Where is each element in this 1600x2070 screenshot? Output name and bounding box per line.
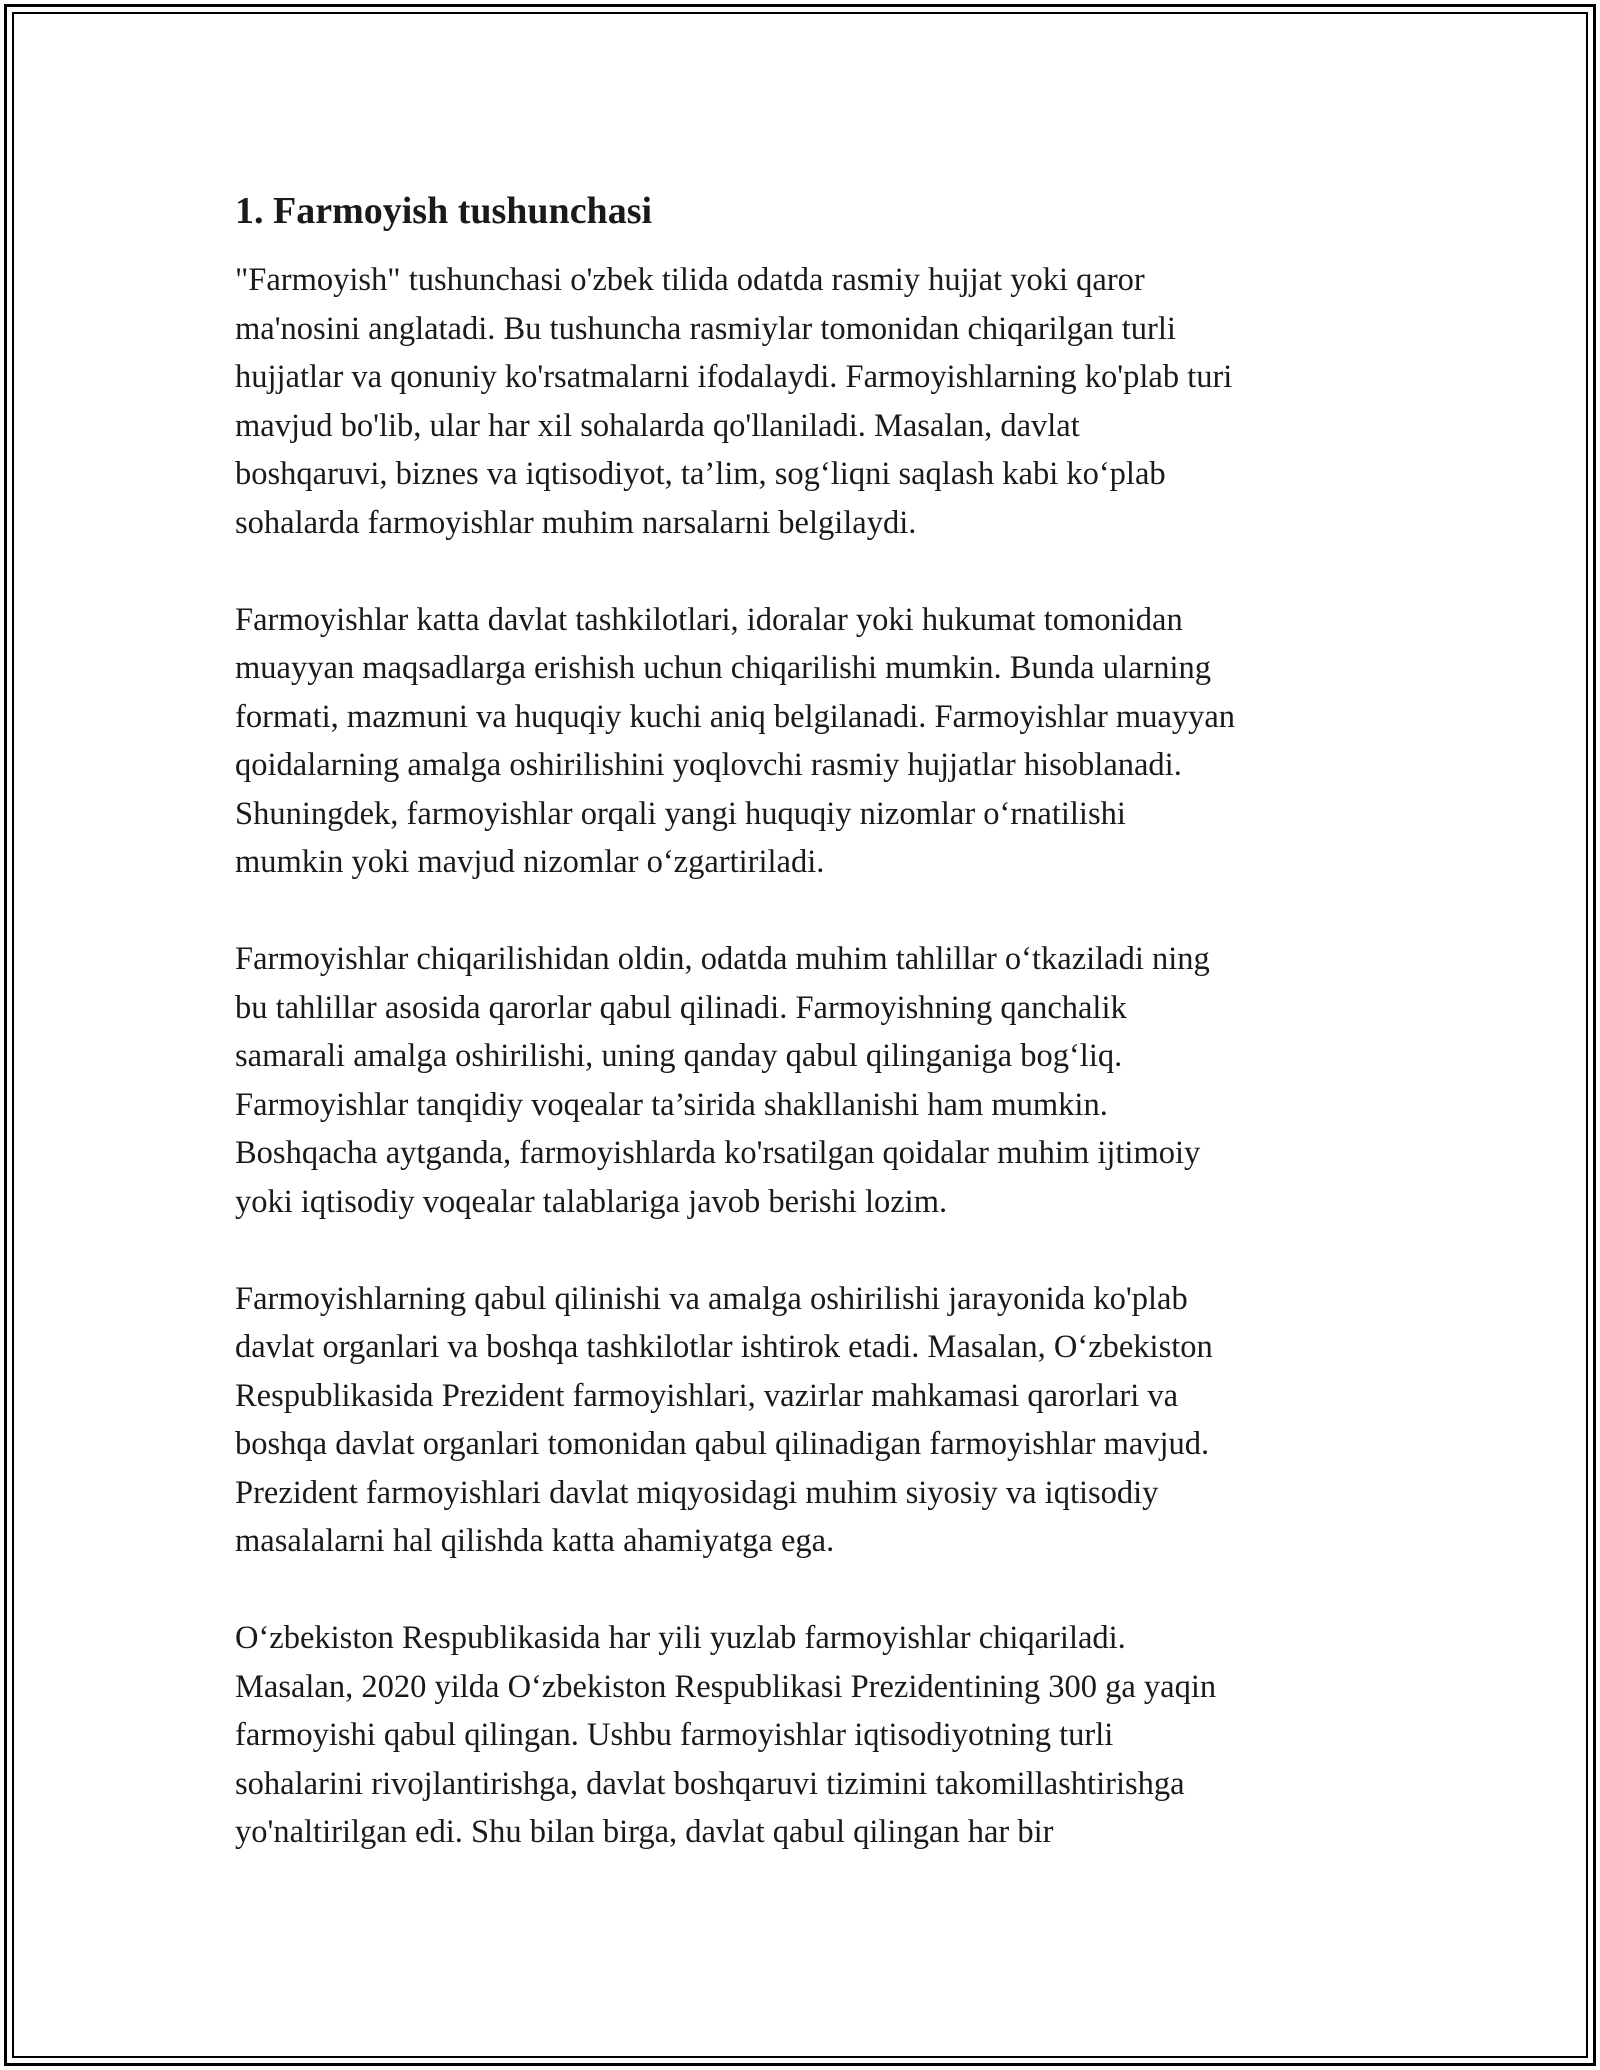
paragraph-4 xyxy=(235,1275,1370,1566)
text-line: mumkin yoki mavjud nizomlar o‘zgartiriladi. xyxy=(235,844,825,880)
document-body xyxy=(235,186,1370,1905)
text-line: farmoyishi qabul qilingan. Ushbu farmoyishlar iqtisodiyotning turli xyxy=(235,1717,1114,1753)
text-line: muayyan maqsadlarga erishish uchun chiqarilishi mumkin. Bunda ularning xyxy=(235,650,1212,686)
text-line: qoidalarning amalga oshirilishini yoqlovchi rasmiy hujjatlar hisoblanadi. xyxy=(235,747,1182,783)
text-line: sohalarini rivojlantirishga, davlat boshqaruvi tizimini takomillashtirishga xyxy=(235,1765,1185,1802)
text-line: hujjatlar va qonuniy ko'rsatmalarni ifodalaydi. Farmoyishlarning ko'plab turi xyxy=(235,359,1233,395)
paragraph-5 xyxy=(235,1614,1370,1857)
text-line: Farmoyishlar tanqidiy voqealar ta’sirida shakllanishi ham mumkin. xyxy=(235,1086,1108,1123)
text-line: O‘zbekiston Respublikasida har yili yuzlab farmoyishlar chiqariladi. xyxy=(235,1620,1126,1656)
text-line: Shuningdek, farmoyishlar orqali yangi huquqiy nizomlar o‘rnatilishi xyxy=(235,795,1126,832)
text-line: masalalarni hal qilishda katta ahamiyatga ega. xyxy=(235,1523,835,1559)
text-line: sohalarda farmoyishlar muhim narsalarni belgilaydi. xyxy=(235,504,917,541)
text-line: samarali amalga oshirilishi, uning qanday qabul qilinganiga bog‘liq. xyxy=(235,1038,1123,1074)
text-line: boshqaruvi, biznes va iqtisodiyot, ta’lim, sog‘liqni saqlash kabi ko‘plab xyxy=(235,456,1166,492)
text-line: yo'naltirilgan edi. Shu bilan birga, davlat qabul qilingan har bir xyxy=(235,1814,1054,1850)
text-line: Prezident farmoyishlari davlat miqyosidagi muhim siyosiy va iqtisodiy xyxy=(235,1474,1159,1511)
text-line: yoki iqtisodiy voqealar talablariga javob berishi lozim. xyxy=(235,1183,948,1220)
text-line: bu tahlillar asosida qarorlar qabul qilinadi. Farmoyishning qanchalik xyxy=(235,989,1127,1026)
text-line: Farmoyishlarning qabul qilinishi va amalga oshirilishi jarayonida ko'plab xyxy=(235,1280,1188,1317)
text-line: Boshqacha aytganda, farmoyishlarda ko'rsatilgan qoidalar muhim ijtimoiy xyxy=(235,1135,1201,1171)
text-line: Farmoyishlar katta davlat tashkilotlari, idoralar yoki hukumat tomonidan xyxy=(235,601,1183,638)
text-line: boshqa davlat organlari tomonidan qabul qilinadigan farmoyishlar mavjud. xyxy=(235,1426,1210,1462)
text-line: ma'nosini anglatadi. Bu tushuncha rasmiylar tomonidan chiqarilgan turli xyxy=(235,310,1176,347)
text-line: "Farmoyish" tushunchasi o'zbek tilida odatda rasmiy hujjat yoki qaror xyxy=(235,262,1145,298)
text-line: formati, mazmuni va huquqiy kuchi aniq belgilanadi. Farmoyishlar muayyan xyxy=(235,698,1236,735)
paragraph-2 xyxy=(235,596,1370,887)
text-line: Masalan, 2020 yilda O‘zbekiston Respublikasi Prezidentining 300 ga yaqin xyxy=(235,1668,1217,1705)
section-heading: 1. Farmoyish tushunchasi xyxy=(235,190,653,232)
text-line: Farmoyishlar chiqarilishidan oldin, odatda muhim tahlillar o‘tkaziladi ning xyxy=(235,941,1210,977)
paragraph-1 xyxy=(235,256,1370,547)
text-line: mavjud bo'lib, ular har xil sohalarda qo'llaniladi. Masalan, davlat xyxy=(235,407,1080,444)
text-line: davlat organlari va boshqa tashkilotlar ishtirok etadi. Masalan, O‘zbekiston xyxy=(235,1329,1213,1365)
paragraph-3 xyxy=(235,935,1370,1226)
text-line: Respublikasida Prezident farmoyishlari, vazirlar mahkamasi qarorlari va xyxy=(235,1377,1179,1414)
